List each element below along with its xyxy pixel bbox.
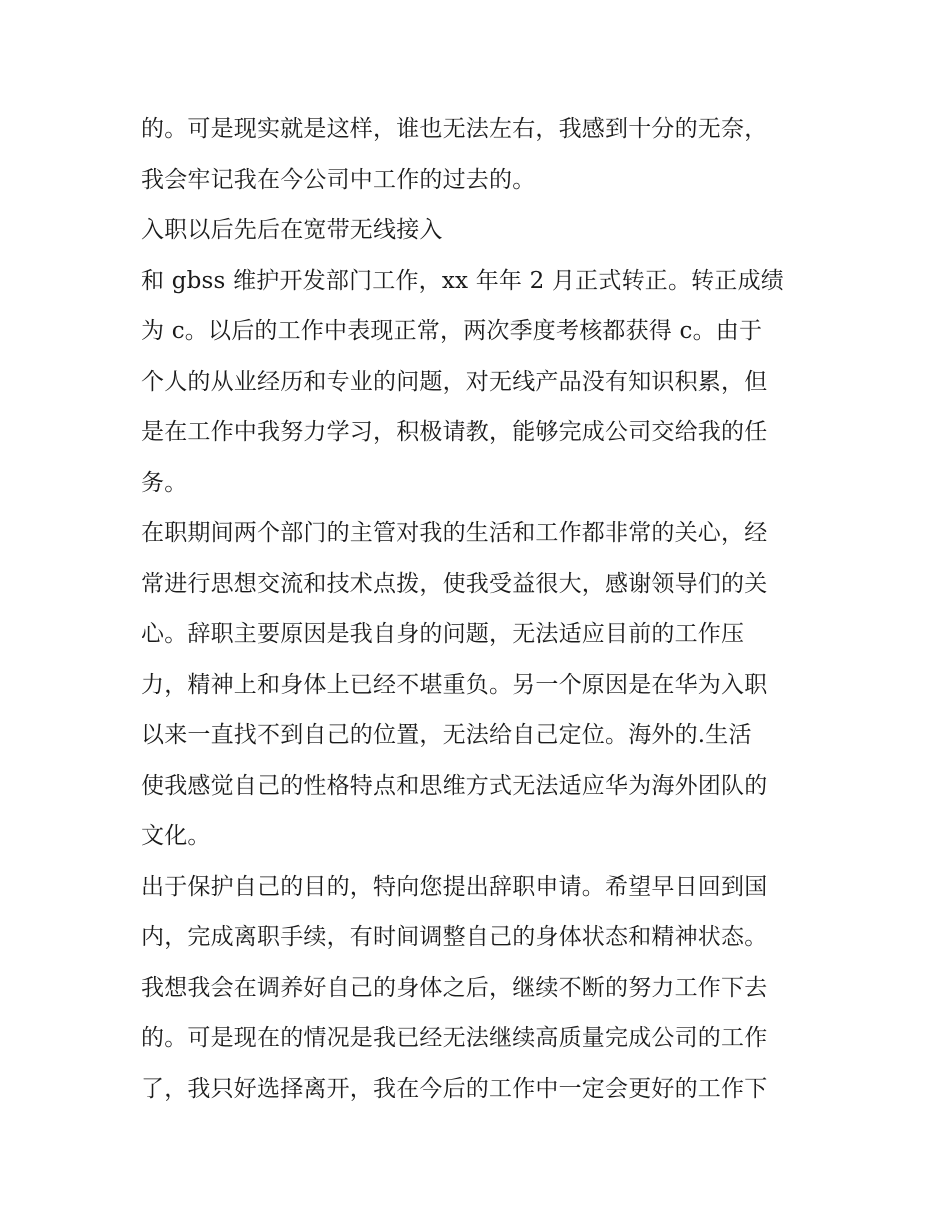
text-line: 内，完成离职手续，有时间调整自己的身体状态和精神状态。	[141, 924, 768, 950]
text-line: 是在工作中我努力学习，积极请教，能够完成公司交给我的任	[141, 419, 768, 445]
text-line: 入职以后先后在宽带无线接入	[141, 217, 443, 243]
text-line: 常进行思想交流和技术点拨，使我受益很大，感谢领导们的关	[141, 570, 768, 597]
text-line: 使我感觉自己的性格特点和思维方式无法适应华为海外团队的	[141, 772, 768, 799]
text-line: 了，我只好选择离开，我在今后的工作中一定会更好的工作下	[141, 1075, 768, 1102]
text-line: 力，精神上和身体上已经不堪重负。另一个原因是在华为入职	[141, 671, 768, 698]
text-line: 和 gbss 维护开发部门工作，xx 年年 2 月正式转正。转正成绩	[141, 267, 784, 294]
text-line: 我会牢记我在今公司中工作的过去的。	[141, 166, 536, 193]
text-line: 的。可是现在的情况是我已经无法继续高质量完成公司的工作	[141, 1025, 768, 1051]
text-line: 心。辞职主要原因是我自身的问题，无法适应目前的工作压	[141, 621, 745, 647]
text-line: 务。	[141, 469, 188, 496]
text-line: 在职期间两个部门的主管对我的生活和工作都非常的关心，经	[141, 520, 768, 546]
text-line: 的。可是现实就是这样，谁也无法左右，我感到十分的无奈，	[141, 116, 768, 142]
text-line: 出于保护自己的目的，特向您提出辞职申请。希望早日回到国	[141, 873, 768, 900]
text-line: 为 c。以后的工作中表现正常，两次季度考核都获得 c。由于	[141, 318, 763, 344]
text-line: 我想我会在调养好自己的身体之后，继续不断的努力工作下去	[141, 974, 768, 1001]
text-line: 以来一直找不到自己的位置，无法给自己定位。海外的.生活	[141, 722, 752, 748]
text-line: 文化。	[141, 823, 211, 849]
text-line: 个人的从业经历和专业的问题，对无线产品没有知识积累，但	[141, 368, 768, 395]
document-body	[141, 104, 821, 1114]
